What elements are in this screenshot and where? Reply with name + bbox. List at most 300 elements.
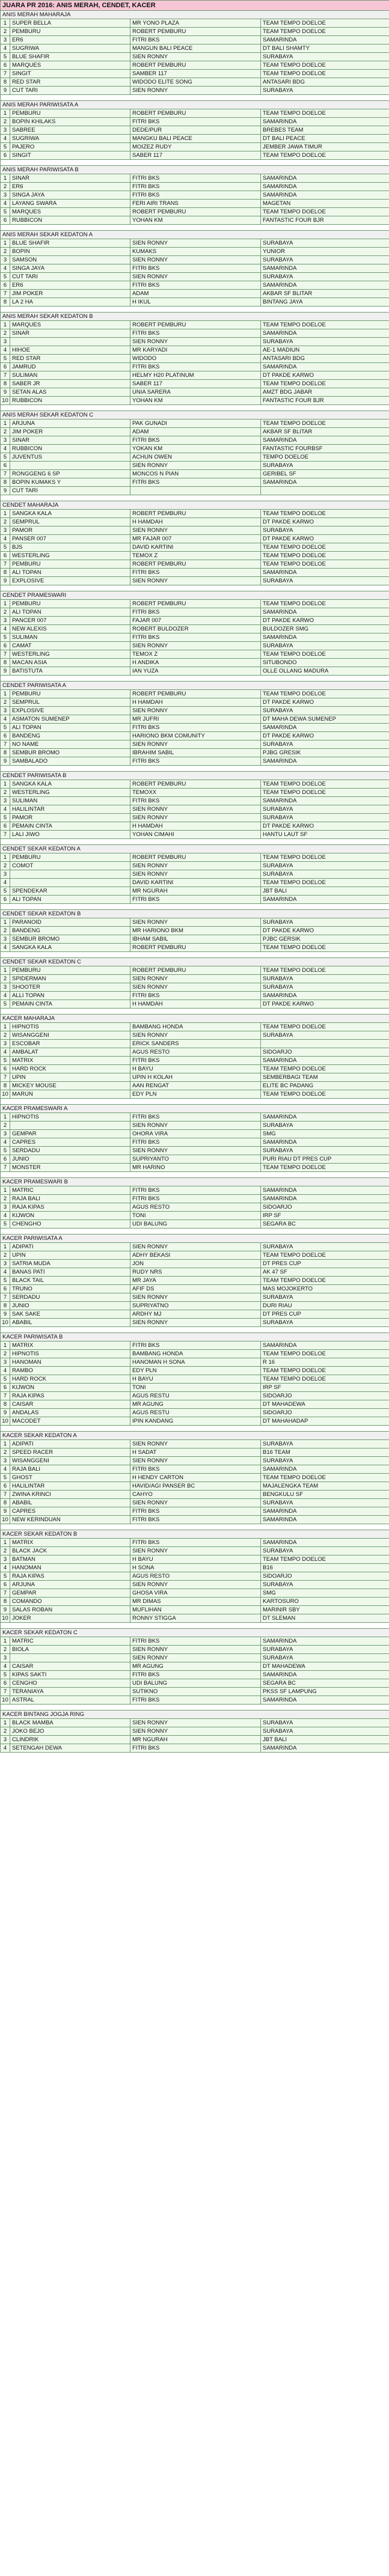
table-row xyxy=(1,1147,389,1155)
section-header-row xyxy=(1,1629,389,1637)
bird-name-cell: SINAR xyxy=(10,436,130,445)
team-cell: TEAM TEMPO DOELOE xyxy=(261,690,389,698)
team-cell: SURABAYA xyxy=(261,239,389,248)
rank-cell: 8 xyxy=(1,569,10,577)
team-cell: SURABAYA xyxy=(261,1293,389,1302)
owner-cell: MR KARYADI xyxy=(130,346,261,355)
rank-cell: 5 xyxy=(1,1000,10,1009)
team-cell: IRP SF xyxy=(261,1212,389,1220)
section-header-row xyxy=(1,845,389,853)
bird-name-cell: GHOST xyxy=(10,1474,130,1482)
bird-name-cell: TERANIAYA xyxy=(10,1688,130,1696)
bird-name-cell: COMOT xyxy=(10,862,130,870)
bird-name-cell: HARD ROCK xyxy=(10,1375,130,1384)
rank-cell: 7 xyxy=(1,650,10,659)
owner-cell: HANOMAN H SONA xyxy=(130,1358,261,1367)
team-cell xyxy=(261,487,389,495)
rank-cell: 6 xyxy=(1,1285,10,1293)
owner-cell: SIEN RONNY xyxy=(130,87,261,95)
section-title: ANIS MERAH SEKAR KEDATON A xyxy=(1,231,389,239)
table-row xyxy=(1,1539,389,1547)
bird-name-cell: MATRIX xyxy=(10,1057,130,1065)
rank-cell: 4 xyxy=(1,1212,10,1220)
bird-name-cell: HALILINTAR xyxy=(10,805,130,814)
rank-cell: 9 xyxy=(1,1606,10,1614)
spacer-cell xyxy=(1,1623,389,1629)
owner-cell: SIEN RONNY xyxy=(130,462,261,470)
bird-name-cell: SPEED RACER xyxy=(10,1448,130,1457)
team-cell: TEAM TEMPO DOELOE xyxy=(261,879,389,887)
section-header-row xyxy=(1,101,389,109)
team-cell: B16 TEAM xyxy=(261,1448,389,1457)
table-row xyxy=(1,1417,389,1426)
team-cell: BREBES TEAM xyxy=(261,126,389,135)
bird-name-cell: NEW KERINDUAN xyxy=(10,1516,130,1524)
owner-cell: BAMBANG HONDA xyxy=(130,1023,261,1031)
rank-cell: 1 xyxy=(1,1539,10,1547)
table-row xyxy=(1,36,389,44)
rank-cell: 3 xyxy=(1,983,10,992)
owner-cell: OHORA VIRA xyxy=(130,1130,261,1138)
owner-cell: SIEN RONNY xyxy=(130,975,261,983)
section-title: ANIS MERAH SEKAR KEDATON B xyxy=(1,313,389,321)
bird-name-cell: BANDENG xyxy=(10,927,130,935)
bird-name-cell: PAMOR xyxy=(10,526,130,535)
table-row xyxy=(1,1358,389,1367)
table-row xyxy=(1,53,389,61)
team-cell: SURABAYA xyxy=(261,1581,389,1589)
team-cell: SAMARINDA xyxy=(261,1465,389,1474)
team-cell: SMG xyxy=(261,1130,389,1138)
table-row xyxy=(1,927,389,935)
team-cell: TEAM TEMPO DOELOE xyxy=(261,600,389,608)
table-row xyxy=(1,1212,389,1220)
owner-cell: FITRI BKS xyxy=(130,797,261,805)
bird-name-cell: SANGKA KALA xyxy=(10,510,130,518)
bird-name-cell: LALI JIWO xyxy=(10,831,130,839)
table-row xyxy=(1,87,389,95)
team-cell: DT MAHAHADAP xyxy=(261,1417,389,1426)
bird-name-cell: ALI TOPAN xyxy=(10,608,130,617)
table-row xyxy=(1,371,389,380)
rank-cell: 10 xyxy=(1,1090,10,1099)
owner-cell: FITRI BKS xyxy=(130,992,261,1000)
team-cell: TEAM TEMPO DOELOE xyxy=(261,208,389,216)
owner-cell: AGUS RESTU xyxy=(130,1409,261,1417)
bird-name-cell: MONSTER xyxy=(10,1164,130,1172)
spacer-row xyxy=(1,307,389,313)
bird-name-cell: RAMBO xyxy=(10,1367,130,1375)
table-row xyxy=(1,70,389,78)
owner-cell: FITRI BKS xyxy=(130,436,261,445)
section-header-row xyxy=(1,1333,389,1341)
owner-cell: ROBERT PEMBURU xyxy=(130,208,261,216)
owner-cell: FITRI BKS xyxy=(130,1057,261,1065)
rank-cell: 3 xyxy=(1,707,10,715)
team-cell: DT PRES CUP xyxy=(261,1310,389,1319)
owner-cell: WIDODO ELITE SONG xyxy=(130,78,261,87)
table-row xyxy=(1,862,389,870)
owner-cell: MR FAJAR 007 xyxy=(130,535,261,543)
bird-name-cell: SULIMAN xyxy=(10,371,130,380)
team-cell: SAMARINDA xyxy=(261,363,389,371)
bird-name-cell: HANOMAN xyxy=(10,1358,130,1367)
team-cell: TEAM TEMPO DOELOE xyxy=(261,1251,389,1260)
bird-name-cell: PANSER 007 xyxy=(10,535,130,543)
team-cell: SIDOARJO xyxy=(261,1392,389,1400)
owner-cell: UDI BALUNG xyxy=(130,1679,261,1688)
spacer-cell xyxy=(1,952,389,958)
bird-name-cell: ER6 xyxy=(10,281,130,290)
rank-cell: 1 xyxy=(1,321,10,329)
rank-cell: 8 xyxy=(1,1302,10,1310)
bird-name-cell: SEMPRUL xyxy=(10,518,130,526)
team-cell: PJBG GRESIK xyxy=(261,749,389,757)
team-cell: TEAM TEMPO DOELOE xyxy=(261,1474,389,1482)
table-row xyxy=(1,625,389,633)
bird-name-cell: EXPLOSIVE xyxy=(10,707,130,715)
table-row xyxy=(1,61,389,70)
bird-name-cell: SAK SAKE xyxy=(10,1310,130,1319)
table-row xyxy=(1,1122,389,1130)
table-row xyxy=(1,896,389,904)
rank-cell: 7 xyxy=(1,1491,10,1499)
table-row xyxy=(1,1243,389,1251)
team-cell: ANTASARI BDG xyxy=(261,355,389,363)
team-cell: BINTANG JAYA xyxy=(261,298,389,307)
spacer-row xyxy=(1,160,389,166)
team-cell: SURABAYA xyxy=(261,256,389,264)
rank-cell: 8 xyxy=(1,749,10,757)
bird-name-cell: SINAR xyxy=(10,174,130,183)
table-row xyxy=(1,436,389,445)
owner-cell: CAHYO xyxy=(130,1491,261,1499)
team-cell: SAMARINDA xyxy=(261,436,389,445)
rank-cell: 3 xyxy=(1,1654,10,1662)
team-cell: DT MAHADEWA xyxy=(261,1662,389,1671)
owner-cell: H HENDY CARTON xyxy=(130,1474,261,1482)
rank-cell: 3 xyxy=(1,1555,10,1564)
team-cell: SURABAYA xyxy=(261,53,389,61)
rank-cell: 4 xyxy=(1,1268,10,1277)
table-row xyxy=(1,273,389,281)
table-row xyxy=(1,1637,389,1646)
team-cell: GERIBEL SF xyxy=(261,470,389,478)
rank-cell: 9 xyxy=(1,667,10,676)
owner-cell: YOKAN KM xyxy=(130,445,261,453)
team-cell: SAMARINDA xyxy=(261,1696,389,1705)
bird-name-cell: RUBBICON xyxy=(10,216,130,225)
rank-cell: 1 xyxy=(1,1243,10,1251)
team-cell: SAMARINDA xyxy=(261,329,389,338)
rank-cell: 2 xyxy=(1,927,10,935)
bird-name-cell: CLINDRIK xyxy=(10,1736,130,1744)
table-row xyxy=(1,724,389,732)
table-row xyxy=(1,600,389,608)
owner-cell: SIEN RONNY xyxy=(130,1457,261,1465)
bird-name-cell: SANGKA KALA xyxy=(10,780,130,789)
bird-name-cell: HANOMAN xyxy=(10,1564,130,1572)
table-row xyxy=(1,1474,389,1482)
rank-cell: 8 xyxy=(1,1499,10,1507)
team-cell: DT MAHA DEWA SUMENEP xyxy=(261,715,389,724)
rank-cell: 4 xyxy=(1,535,10,543)
table-row xyxy=(1,1251,389,1260)
section-title: KACER MAHARAJA xyxy=(1,1015,389,1023)
owner-cell: FITRI BKS xyxy=(130,363,261,371)
rank-cell: 2 xyxy=(1,789,10,797)
owner-cell: MANGUN BALI PEACE xyxy=(130,44,261,53)
team-cell: SMG xyxy=(261,1589,389,1598)
rank-cell: 2 xyxy=(1,862,10,870)
section-header-row xyxy=(1,591,389,600)
rank-cell: 6 xyxy=(1,462,10,470)
team-cell: TEAM TEMPO DOELOE xyxy=(261,19,389,28)
team-cell: JBT BALI xyxy=(261,1736,389,1744)
bird-name-cell: BOPIN xyxy=(10,248,130,256)
table-row xyxy=(1,633,389,642)
bird-name-cell: WISANGGENI xyxy=(10,1457,130,1465)
spacer-cell xyxy=(1,1172,389,1178)
spacer-cell xyxy=(1,160,389,166)
team-cell: SURABAYA xyxy=(261,1547,389,1555)
bird-name-cell: KIJWON xyxy=(10,1212,130,1220)
owner-cell: SIEN RONNY xyxy=(130,983,261,992)
owner-cell: SIEN RONNY xyxy=(130,239,261,248)
table-row xyxy=(1,1155,389,1164)
owner-cell: ROBERT PEMBURU xyxy=(130,780,261,789)
team-cell: B16 xyxy=(261,1564,389,1572)
team-cell: DT BALI SHAMTY xyxy=(261,44,389,53)
bird-name-cell: CAMAT xyxy=(10,642,130,650)
team-cell: SAMARINDA xyxy=(261,281,389,290)
team-cell: DT SLEMAN xyxy=(261,1614,389,1623)
spacer-row xyxy=(1,1705,389,1711)
team-cell: SURABAYA xyxy=(261,462,389,470)
table-row xyxy=(1,1696,389,1705)
rank-cell: 2 xyxy=(1,975,10,983)
rank-cell: 9 xyxy=(1,577,10,585)
table-row xyxy=(1,1482,389,1491)
team-cell: SAMARINDA xyxy=(261,1637,389,1646)
rank-cell: 2 xyxy=(1,1448,10,1457)
owner-cell: SIEN RONNY xyxy=(130,1581,261,1589)
owner-cell: IAN YUZA xyxy=(130,667,261,676)
table-row xyxy=(1,453,389,462)
rank-cell: 3 xyxy=(1,36,10,44)
team-cell: SAMARINDA xyxy=(261,191,389,200)
table-row xyxy=(1,1057,389,1065)
table-row xyxy=(1,1688,389,1696)
bird-name-cell: CAISAR xyxy=(10,1400,130,1409)
owner-cell: ADAM xyxy=(130,428,261,436)
spacer-cell xyxy=(1,839,389,845)
spacer-row xyxy=(1,95,389,101)
table-row xyxy=(1,1679,389,1688)
owner-cell: HAVID/AGI PANSER BC xyxy=(130,1482,261,1491)
owner-cell: AGUS RESTO xyxy=(130,1572,261,1581)
owner-cell: UDI BALUNG xyxy=(130,1220,261,1228)
bird-name-cell xyxy=(10,338,130,346)
team-cell: SAMARINDA xyxy=(261,1138,389,1147)
table-row xyxy=(1,239,389,248)
rank-cell: 5 xyxy=(1,53,10,61)
table-row xyxy=(1,1113,389,1122)
bird-name-cell: SULIMAN xyxy=(10,633,130,642)
team-cell: MAS MOJOKERTO xyxy=(261,1285,389,1293)
spacer-cell xyxy=(1,676,389,682)
rank-cell: 2 xyxy=(1,183,10,191)
rank-cell: 10 xyxy=(1,1516,10,1524)
rank-cell: 2 xyxy=(1,329,10,338)
owner-cell: MR NGURAH xyxy=(130,887,261,896)
owner-cell: SIEN RONNY xyxy=(130,1293,261,1302)
table-row xyxy=(1,355,389,363)
spacer-row xyxy=(1,1099,389,1105)
spacer-row xyxy=(1,1623,389,1629)
owner-cell: FITRI BKS xyxy=(130,1341,261,1350)
rank-cell: 2 xyxy=(1,1350,10,1358)
section-title: CENDET SEKAR KEDATON C xyxy=(1,958,389,966)
owner-cell: KUMAKS xyxy=(130,248,261,256)
bird-name-cell: SERDADU xyxy=(10,1293,130,1302)
owner-cell: UPIN H KOLAH xyxy=(130,1073,261,1082)
table-row xyxy=(1,698,389,707)
team-cell: FANTASTIC FOURBSF xyxy=(261,445,389,453)
rank-cell: 3 xyxy=(1,126,10,135)
owner-cell: SIEN RONNY xyxy=(130,338,261,346)
bird-name-cell: CAPRES xyxy=(10,1507,130,1516)
bird-name-cell xyxy=(10,1654,130,1662)
team-cell: SURABAYA xyxy=(261,1147,389,1155)
owner-cell: HARIONO BKM COMUNITY xyxy=(130,732,261,740)
bird-name-cell: MACAN ASIA xyxy=(10,659,130,667)
rank-cell: 10 xyxy=(1,1319,10,1327)
team-cell: PJBC GERSIK xyxy=(261,935,389,944)
section-title: ANIS MERAH PARIWISATA B xyxy=(1,166,389,174)
section-header-row xyxy=(1,501,389,510)
bird-name-cell: RED STAR xyxy=(10,355,130,363)
table-row xyxy=(1,749,389,757)
rank-cell: 1 xyxy=(1,1113,10,1122)
section-title: KACER SEKAR KEDATON C xyxy=(1,1629,389,1637)
owner-cell: EDY PLN xyxy=(130,1090,261,1099)
owner-cell: SIEN RONNY xyxy=(130,1654,261,1662)
bird-name-cell: LA 2 HA xyxy=(10,298,130,307)
table-row xyxy=(1,78,389,87)
owner-cell: FITRI BKS xyxy=(130,1637,261,1646)
table-row xyxy=(1,1465,389,1474)
bird-name-cell: SEMBUR BROMO xyxy=(10,749,130,757)
bird-name-cell: SINGIT xyxy=(10,70,130,78)
team-cell: SAMARINDA xyxy=(261,633,389,642)
table-row xyxy=(1,510,389,518)
rank-cell: 2 xyxy=(1,698,10,707)
table-row xyxy=(1,1384,389,1392)
owner-cell: RONNY STIGGA xyxy=(130,1614,261,1623)
team-cell: TEAM TEMPO DOELOE xyxy=(261,1350,389,1358)
team-cell: TEAM TEMPO DOELOE xyxy=(261,543,389,552)
rank-cell: 1 xyxy=(1,1440,10,1448)
rank-cell: 8 xyxy=(1,380,10,388)
bird-name-cell: SUPER BELLA xyxy=(10,19,130,28)
bird-name-cell: SABREE xyxy=(10,126,130,135)
table-row xyxy=(1,944,389,952)
owner-cell: ROBERT PEMBURU xyxy=(130,510,261,518)
rank-cell: 8 xyxy=(1,1400,10,1409)
table-row xyxy=(1,462,389,470)
team-cell: TEMPO DOELOE xyxy=(261,453,389,462)
rank-cell: 1 xyxy=(1,1637,10,1646)
table-row xyxy=(1,518,389,526)
team-cell: SURABAYA xyxy=(261,1031,389,1040)
bird-name-cell: SHOOTER xyxy=(10,983,130,992)
section-header-row xyxy=(1,166,389,174)
owner-cell: H BAYU xyxy=(130,1065,261,1073)
bird-name-cell: RAJA KIPAS xyxy=(10,1572,130,1581)
owner-cell: FITRI BKS xyxy=(130,1696,261,1705)
table-row xyxy=(1,428,389,436)
rank-cell: 2 xyxy=(1,1547,10,1555)
table-row xyxy=(1,118,389,126)
owner-cell: ROBERT PEMBURU xyxy=(130,966,261,975)
table-row xyxy=(1,397,389,405)
spacer-cell xyxy=(1,1099,389,1105)
table-row xyxy=(1,732,389,740)
bird-name-cell: ALLI TOPAN xyxy=(10,992,130,1000)
table-row xyxy=(1,667,389,676)
rank-cell: 6 xyxy=(1,281,10,290)
table-row xyxy=(1,363,389,371)
table-row xyxy=(1,543,389,552)
team-cell: SAMARINDA xyxy=(261,183,389,191)
bird-name-cell: SINGA JAYA xyxy=(10,191,130,200)
section-title: ANIS MERAH SEKAR KEDATON C xyxy=(1,411,389,420)
rank-cell: 3 xyxy=(1,256,10,264)
table-row xyxy=(1,1392,389,1400)
rank-cell: 9 xyxy=(1,1409,10,1417)
bird-name-cell: CAISAR xyxy=(10,1662,130,1671)
section-title: CENDET PARIWISATA B xyxy=(1,772,389,780)
bird-name-cell: ABABIL xyxy=(10,1499,130,1507)
team-cell: SURABAYA xyxy=(261,1243,389,1251)
bird-name-cell: BATMAN xyxy=(10,1555,130,1564)
section-header-row xyxy=(1,682,389,690)
spacer-row xyxy=(1,839,389,845)
bird-name-cell: AMBALAT xyxy=(10,1048,130,1057)
bird-name-cell: SETENGAH DEWA xyxy=(10,1744,130,1753)
bird-name-cell: SANGKA KALA xyxy=(10,944,130,952)
owner-cell: ERICK SANDERS xyxy=(130,1040,261,1048)
team-cell: SAMARINDA xyxy=(261,797,389,805)
table-row xyxy=(1,1614,389,1623)
section-header-row xyxy=(1,1178,389,1186)
owner-cell: MUFLIHAN xyxy=(130,1606,261,1614)
spacer-cell xyxy=(1,307,389,313)
team-cell: MARINIR SBY xyxy=(261,1606,389,1614)
team-cell: FANTASTIC FOUR BJR xyxy=(261,216,389,225)
spacer-row xyxy=(1,1426,389,1432)
owner-cell: H HAMDAH xyxy=(130,822,261,831)
owner-cell: FITRI BKS xyxy=(130,757,261,766)
bird-name-cell: BLACK JACK xyxy=(10,1547,130,1555)
bird-name-cell: ARJUNA xyxy=(10,420,130,428)
rank-cell: 6 xyxy=(1,61,10,70)
rank-cell: 4 xyxy=(1,1564,10,1572)
owner-cell: SAMBER 117 xyxy=(130,70,261,78)
table-row xyxy=(1,975,389,983)
team-cell: TEAM TEMPO DOELOE xyxy=(261,789,389,797)
